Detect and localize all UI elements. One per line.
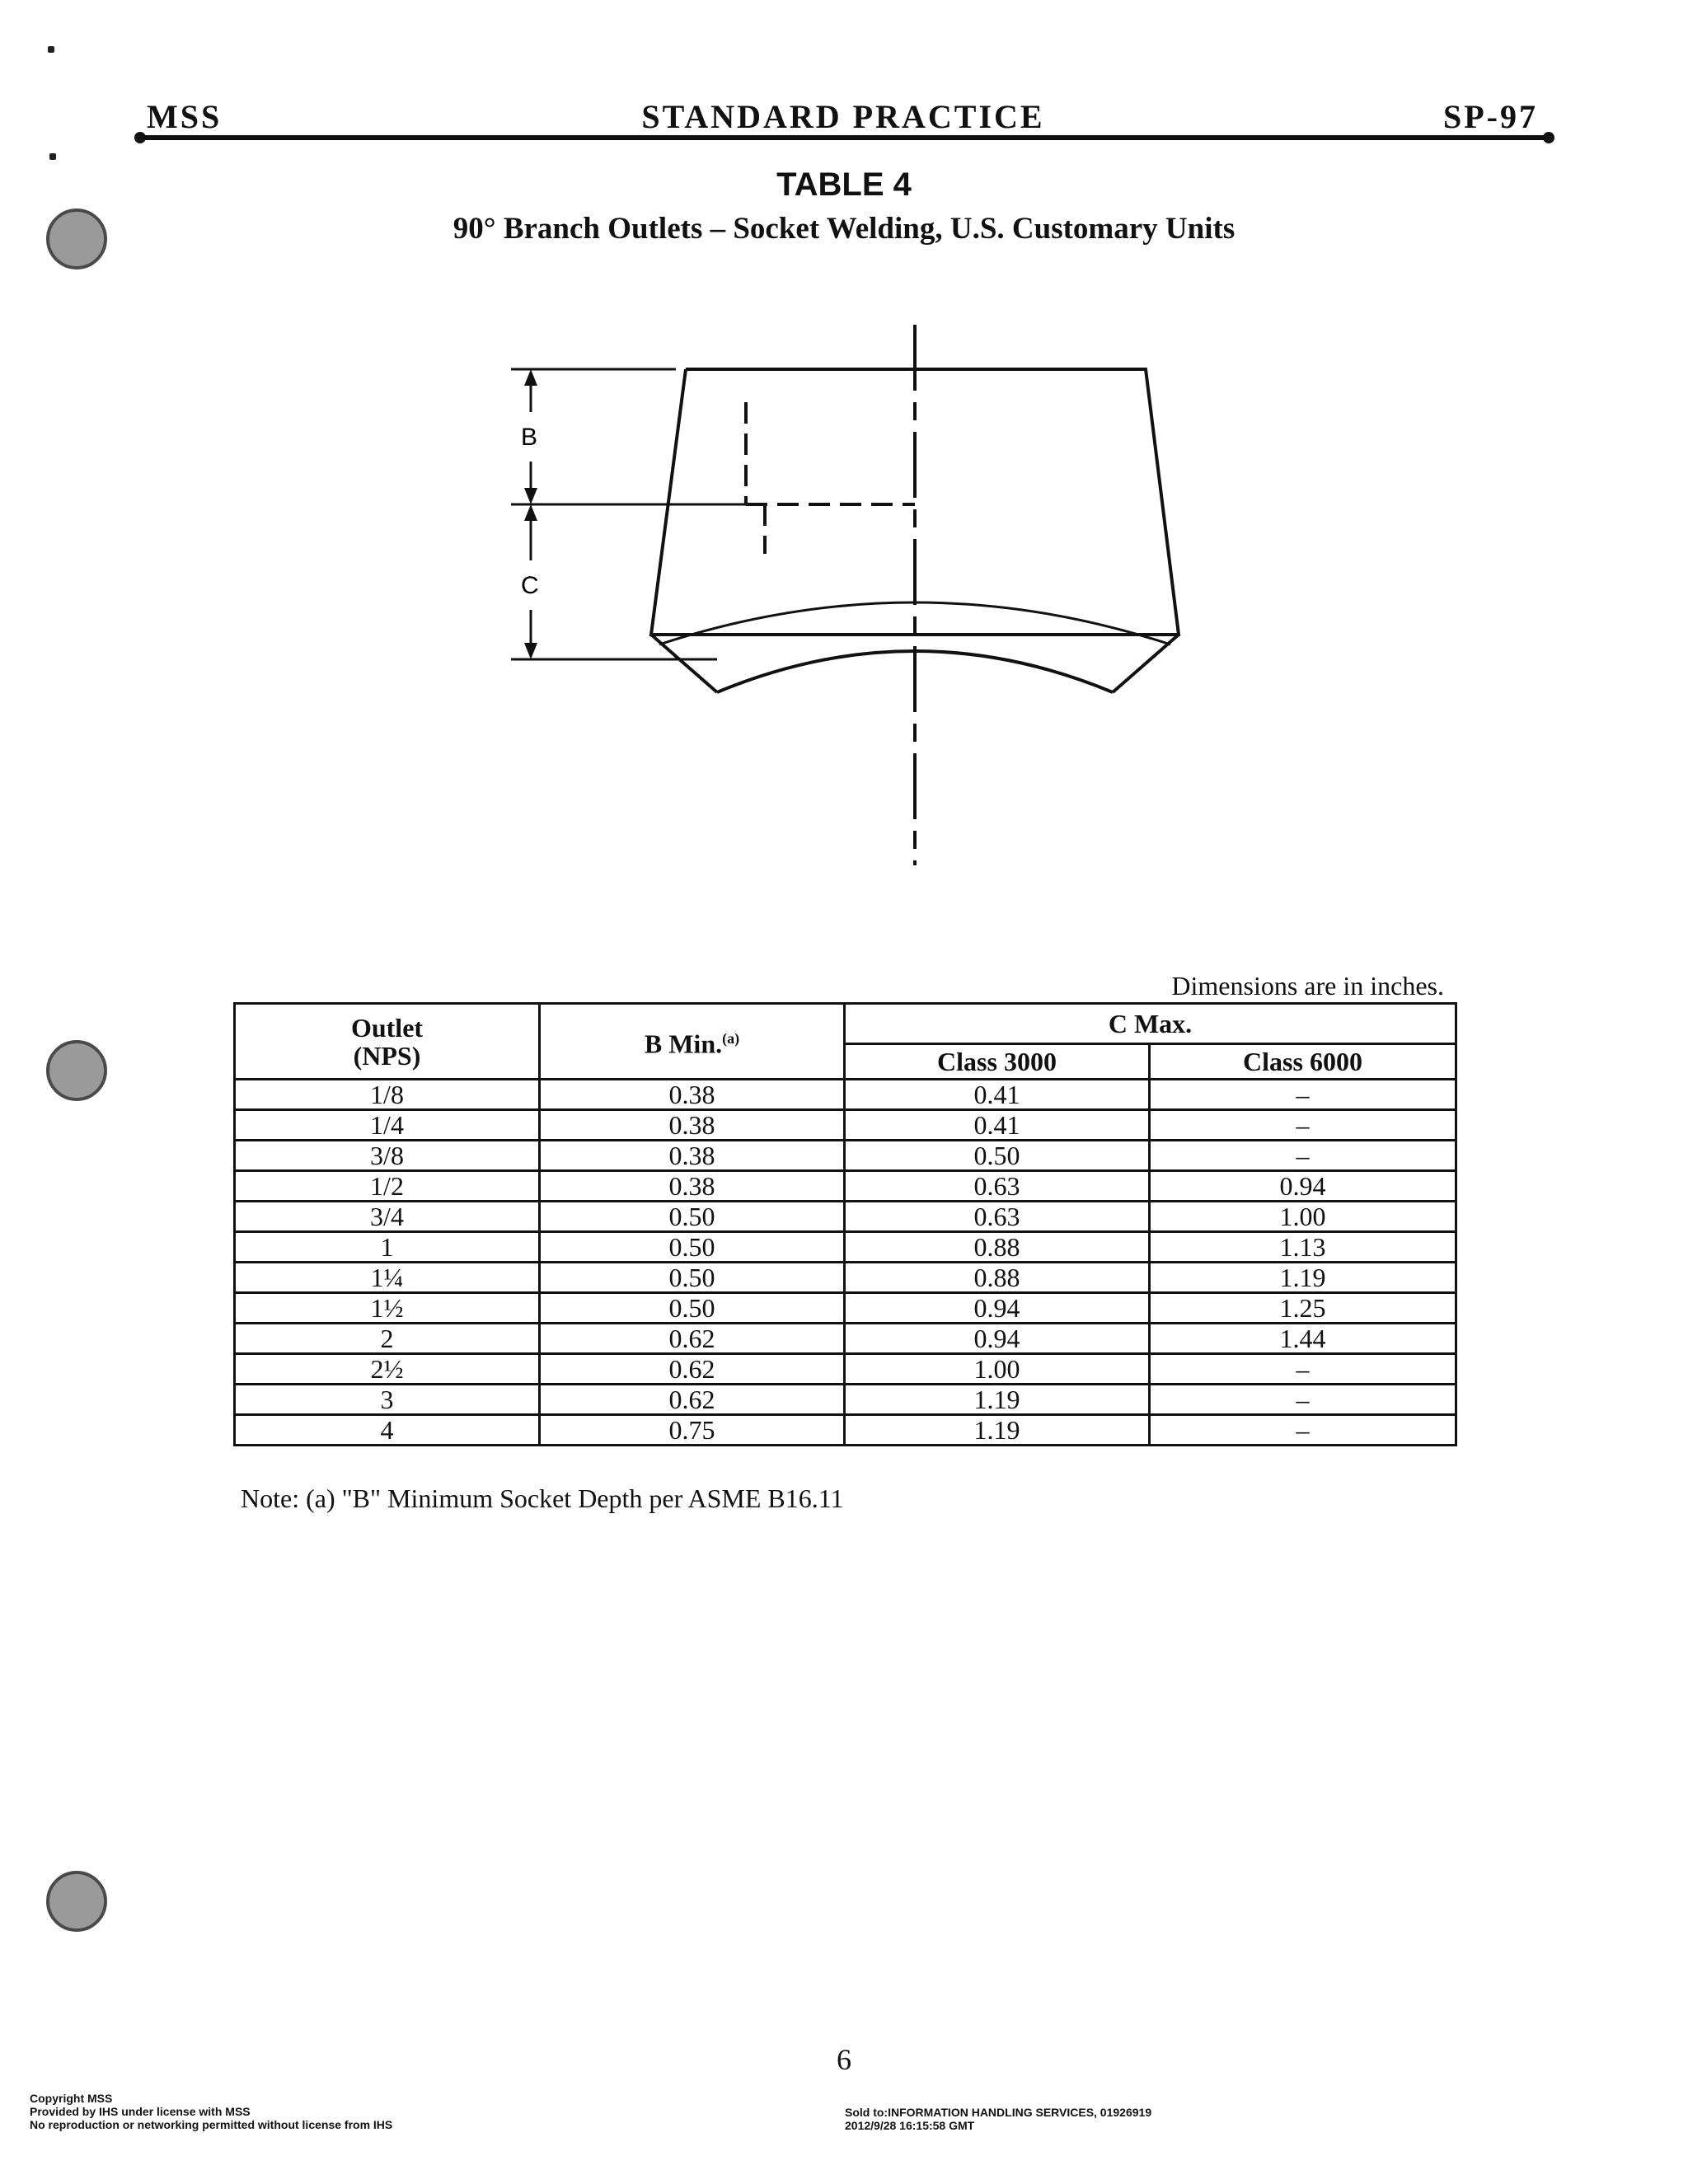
cell-c-max-class-3000: 0.94 bbox=[845, 1324, 1150, 1354]
page-number: 6 bbox=[837, 2043, 851, 2076]
cell-c-max-class-3000: 0.50 bbox=[845, 1141, 1150, 1171]
table-row bbox=[235, 1263, 1456, 1293]
copyright-footer bbox=[30, 2092, 392, 2131]
cell-outlet-nps: 3 bbox=[235, 1385, 540, 1415]
cell-outlet-nps: 1¼ bbox=[235, 1263, 540, 1293]
column-header-c-max: C Max. bbox=[845, 1004, 1456, 1044]
cell-c-max-class-3000: 0.94 bbox=[845, 1293, 1150, 1324]
dimension-label-b: B bbox=[521, 424, 538, 451]
cell-c-max-class-6000: – bbox=[1150, 1415, 1456, 1446]
table-row bbox=[235, 1080, 1456, 1110]
reproduction-notice: No reproduction or networking permitted without license from IHS bbox=[30, 2118, 393, 2131]
cell-b-min: 0.38 bbox=[540, 1141, 845, 1171]
cell-b-min: 0.38 bbox=[540, 1171, 845, 1202]
table-row bbox=[235, 1141, 1456, 1171]
cell-outlet-nps: 1/8 bbox=[235, 1080, 540, 1110]
header-rule-end-dot bbox=[134, 132, 146, 143]
dimension-arrowhead bbox=[524, 488, 537, 504]
table-row bbox=[235, 1354, 1456, 1385]
cell-b-min: 0.50 bbox=[540, 1202, 845, 1232]
cell-outlet-nps: 3/8 bbox=[235, 1141, 540, 1171]
table-row bbox=[235, 1415, 1456, 1446]
column-header-outlet bbox=[235, 1004, 540, 1080]
punch-hole-middle bbox=[46, 1040, 107, 1101]
scan-speck bbox=[48, 46, 54, 53]
cell-b-min: 0.62 bbox=[540, 1385, 845, 1415]
cell-b-min: 0.38 bbox=[540, 1080, 845, 1110]
cell-c-max-class-6000: 1.13 bbox=[1150, 1232, 1456, 1263]
cell-outlet-nps: 1½ bbox=[235, 1293, 540, 1324]
punch-hole-bottom bbox=[46, 1871, 107, 1932]
cell-c-max-class-6000: 1.19 bbox=[1150, 1263, 1456, 1293]
header-publisher: MSS bbox=[147, 98, 223, 135]
cell-b-min: 0.62 bbox=[540, 1354, 845, 1385]
table-row bbox=[235, 1385, 1456, 1415]
table-row bbox=[235, 1171, 1456, 1202]
table-row bbox=[235, 1293, 1456, 1324]
column-header-outlet-line1: Outlet bbox=[350, 1012, 424, 1043]
dimensions-table bbox=[233, 1002, 1457, 1446]
column-header-b-min bbox=[540, 1004, 845, 1080]
table-row bbox=[235, 1202, 1456, 1232]
cell-outlet-nps: 1/4 bbox=[235, 1110, 540, 1141]
cell-c-max-class-3000: 1.00 bbox=[845, 1354, 1150, 1385]
cell-b-min: 0.62 bbox=[540, 1324, 845, 1354]
table-body bbox=[235, 1080, 1456, 1446]
units-note: Dimensions are in inches. bbox=[1171, 971, 1444, 1001]
cell-c-max-class-6000: – bbox=[1150, 1354, 1456, 1385]
dimension-arrowhead bbox=[524, 643, 537, 659]
table-subtitle: 90° Branch Outlets – Socket Welding, U.S. Customary Units bbox=[452, 212, 1236, 246]
dimension-label-c: C bbox=[521, 572, 539, 599]
column-header-class-3000: Class 3000 bbox=[845, 1044, 1150, 1080]
table-title: TABLE 4 bbox=[776, 166, 912, 203]
cell-outlet-nps: 4 bbox=[235, 1415, 540, 1446]
cell-c-max-class-6000: – bbox=[1150, 1141, 1456, 1171]
cell-b-min: 0.75 bbox=[540, 1415, 845, 1446]
cell-c-max-class-3000: 0.63 bbox=[845, 1202, 1150, 1232]
copyright-line: Copyright MSS bbox=[30, 2092, 113, 2105]
cell-c-max-class-6000: – bbox=[1150, 1080, 1456, 1110]
cell-b-min: 0.50 bbox=[540, 1232, 845, 1263]
license-line: Provided by IHS under license with MSS bbox=[30, 2105, 251, 2118]
cell-c-max-class-6000: – bbox=[1150, 1385, 1456, 1415]
scan-speck bbox=[49, 153, 56, 160]
cell-c-max-class-3000: 0.41 bbox=[845, 1080, 1150, 1110]
table-footnote: Note: (a) "B" Minimum Socket Depth per ASME B16.11 bbox=[241, 1483, 844, 1513]
cell-c-max-class-3000: 0.63 bbox=[845, 1171, 1150, 1202]
column-header-outlet-line2: (NPS) bbox=[353, 1040, 421, 1071]
footnote-marker: (a) bbox=[722, 1030, 740, 1047]
cell-b-min: 0.50 bbox=[540, 1293, 845, 1324]
cell-c-max-class-6000: 1.25 bbox=[1150, 1293, 1456, 1324]
table-row bbox=[235, 1324, 1456, 1354]
cell-c-max-class-6000: 0.94 bbox=[1150, 1171, 1456, 1202]
cell-outlet-nps: 2½ bbox=[235, 1354, 540, 1385]
sold-to-line: Sold to:INFORMATION HANDLING SERVICES, 01926919 bbox=[845, 2106, 1152, 2119]
cell-c-max-class-3000: 1.19 bbox=[845, 1385, 1150, 1415]
cell-c-max-class-3000: 0.88 bbox=[845, 1263, 1150, 1293]
header-rule-end-dot bbox=[1543, 132, 1554, 143]
column-header-class-6000: Class 6000 bbox=[1150, 1044, 1456, 1080]
table-row bbox=[235, 1232, 1456, 1263]
cell-c-max-class-3000: 0.88 bbox=[845, 1232, 1150, 1263]
cell-c-max-class-6000: 1.00 bbox=[1150, 1202, 1456, 1232]
dimension-arrowhead bbox=[524, 504, 537, 521]
cell-c-max-class-3000: 1.19 bbox=[845, 1415, 1150, 1446]
timestamp-line: 2012/9/28 16:15:58 GMT bbox=[845, 2119, 975, 2132]
header-document-id: SP-97 bbox=[1443, 98, 1538, 135]
dimension-arrowhead bbox=[524, 369, 537, 386]
cell-outlet-nps: 1/2 bbox=[235, 1171, 540, 1202]
cell-c-max-class-3000: 0.41 bbox=[845, 1110, 1150, 1141]
cell-outlet-nps: 2 bbox=[235, 1324, 540, 1354]
header-title: STANDARD PRACTICE bbox=[641, 98, 1045, 135]
cell-outlet-nps: 1 bbox=[235, 1232, 540, 1263]
branch-outlet-diagram bbox=[495, 321, 1203, 882]
cell-b-min: 0.38 bbox=[540, 1110, 845, 1141]
column-header-b-min-label: B Min. bbox=[644, 1029, 723, 1059]
page-header bbox=[140, 97, 1546, 138]
sale-footer bbox=[845, 2106, 1151, 2132]
cell-b-min: 0.50 bbox=[540, 1263, 845, 1293]
header-rule bbox=[138, 135, 1550, 140]
table-row bbox=[235, 1110, 1456, 1141]
cell-c-max-class-6000: – bbox=[1150, 1110, 1456, 1141]
cell-c-max-class-6000: 1.44 bbox=[1150, 1324, 1456, 1354]
cell-outlet-nps: 3/4 bbox=[235, 1202, 540, 1232]
